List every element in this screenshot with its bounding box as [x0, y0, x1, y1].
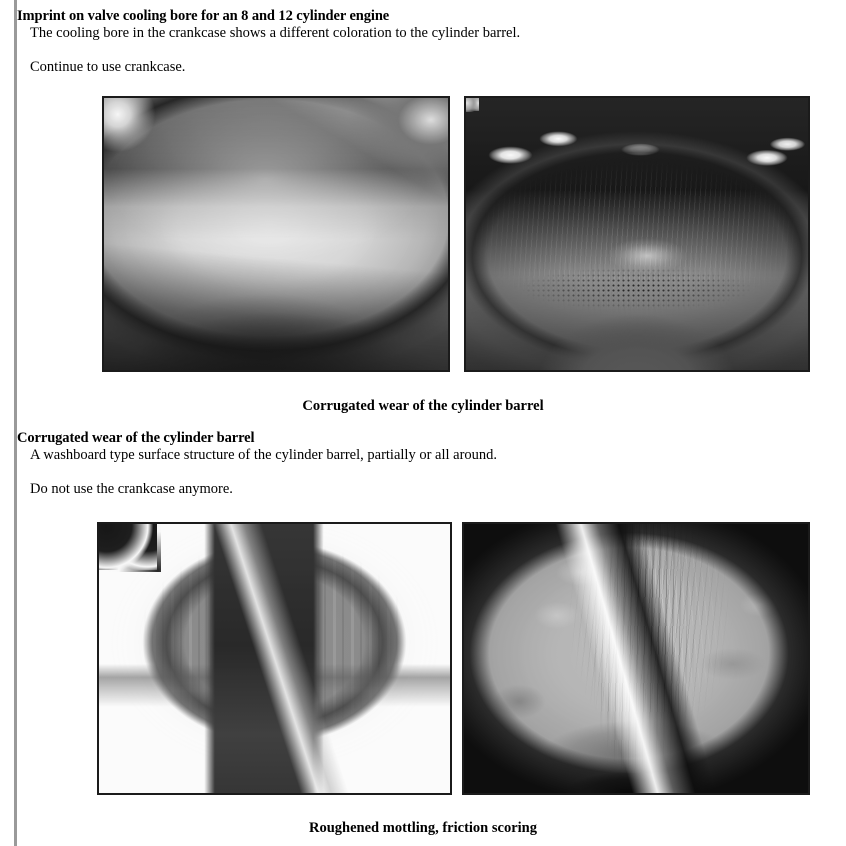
figure-caption-corrugated-wear: Corrugated wear of the cylinder barrel — [302, 398, 544, 414]
photo-cooling-bore-left — [102, 96, 450, 372]
section-instruction-corrugated-wear: Do not use the crankcase anymore. — [30, 481, 233, 497]
figure-caption-roughened-mottling: Roughened mottling, friction scoring — [309, 820, 537, 836]
photo-layer-bolt-holes — [99, 524, 450, 793]
photo-layer-carbon-grit — [466, 98, 808, 370]
figure-gutter — [450, 96, 464, 372]
photo-friction-scoring-right — [462, 522, 810, 795]
revision-change-bar — [14, 0, 17, 846]
section-heading-imprint-on-valve-cooling-bore: Imprint on valve cooling bore for an 8 and 12 cylinder engine — [17, 8, 390, 24]
section-heading-corrugated-wear: Corrugated wear of the cylinder barrel — [17, 430, 255, 446]
section-description-imprint-on-valve-cooling-bore: The cooling bore in the crankcase shows a different coloration to the cylinder barrel. — [30, 25, 521, 41]
figure-block-roughened-mottling — [97, 522, 810, 795]
photo-layer-connecting-rod — [464, 524, 808, 793]
photo-cooling-bore-right — [464, 96, 810, 372]
photo-layer-lower-shadow — [104, 98, 448, 370]
figure-gutter — [452, 522, 462, 795]
photo-roughened-mottling-left — [97, 522, 452, 795]
section-description-corrugated-wear: A washboard type surface structure of the cylinder barrel, partially or all around. — [30, 447, 498, 463]
figure-block-cooling-bore — [102, 96, 810, 372]
section-instruction-imprint-on-valve-cooling-bore: Continue to use crankcase. — [30, 59, 186, 75]
